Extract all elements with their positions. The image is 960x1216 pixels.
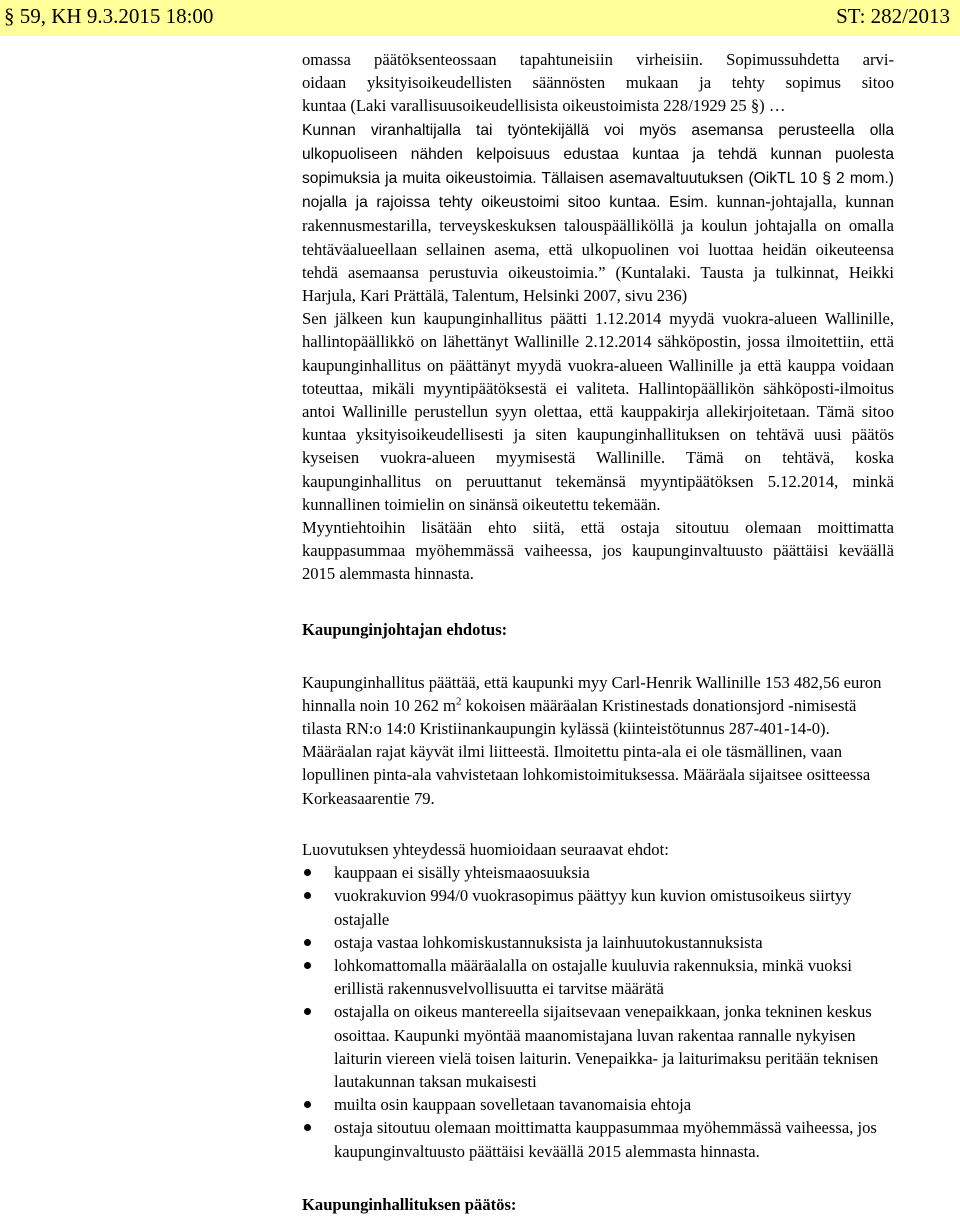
document-body [302,48,894,1216]
proposal-text-b: kokoisen määräalan Kristinestads donationsjord -nimisestä tilasta RN:o 14:0 Kristiinankaupungin kylässä (kiinteistötunnus 287-401-14-0). Määräalan rajat käyvät ilmi liitteestä. Ilmoitettu pinta-ala ei ole täsmällinen, vaan lopullinen pinta-ala vahvistetaan lohkomistoimituksessa. Määräala sijaitsee ositteessa Korkeasaarentie 79. [302,695,871,808]
bullet-icon [304,892,311,899]
condition-paragraph: Myyntiehtoihin lisätään ehto siitä, että ostaja sitoutuu olemaan moittimatta kauppasummaa myöhemmässä vaiheessa, jos kaupunginvaltuusto päättäisi keväällä 2015 alemmasta hinnasta. [302,518,894,584]
body-line-3: kuntaa (Laki varallisuusoikeudellisista oikeustoimista 228/1929 25 §) … [302,96,786,116]
bullet-icon [304,1101,311,1108]
quoted-serif-text: kunnan-johtajalla, kunnan rakennusmestarilla, terveyskeskuksen talouspäälliköllä ja koulun johtajalla on omalla tehtäväalueellaan sellainen asema, että ulkopuolinen voi luottaa heidän oikeuteensa tehdä asemaansa perustuvia oikeustoimia.” (Kuntalaki. Tausta ja tulkinnat, Heikki Harjula, Kari Prättälä, Talentum, Helsinki 2007, sivu 236) [302,192,894,306]
email-paragraph: Sen jälkeen kun kaupunginhallitus päätti 1.12.2014 myydä vuokra-alueen Wallinille, hallintopäällikkö on lähettänyt Wallinille 2.12.2014 sähköpostin, jossa ilmoitettiin, että kaupunginhallitus on päättänyt myydä vuokra-alueen Wallinille ja että kauppa voidaan toteuttaa, mikäli myyntipäätöksestä ei valiteta. Hallintopäällikön sähköposti-ilmoitus antoi Wallinille perustellun syyn olettaa, että kauppakirja allekirjoitetaan. Tämä sitoo kuntaa yksityisoikeudellisesti ja siten kaupunginhallituksen on tehtävä uusi päätös kyseisen vuokra-alueen myymisestä Wallinille. Tämä on tehtävä, koska kaupunginhallitus on peruuttanut tekemänsä myyntipäätöksen 5.12.2014, minkä kunnallinen toimielin on sinänsä oikeutettu tekemään. [302,309,894,514]
bullet-icon [304,869,311,876]
case-number-label: ST: 282/2013 [836,4,950,28]
proposal-paragraph [302,671,894,810]
body-line-1: omassa päätöksenteossaan tapahtuneisiin virheisiin. Sopimussuhdetta arvi- [302,50,894,69]
list-item: ostaja vastaa lohkomiskustannuksista ja lainhuutokustannuksista [302,931,894,954]
list-item: muilta osin kauppaan sovelletaan tavanomaisia ehtoja [302,1093,894,1116]
list-item: ostajalla on oikeus mantereella sijaitsevaan venepaikkaan, jonka tekninen keskus osoittaa. Kaupunki myöntää maanomistajana luvan rakentaa rannalle nykyisen laiturin viereen vielä toisen laiturin. Venepaikka- ja laiturimaksu peritään teknisen lautakunnan taksan mukaisesti [302,1000,894,1093]
quoted-paragraph [302,118,894,308]
conditions-list [302,861,894,1163]
proposal-text-a: Kaupunginhallitus päättää, että kaupunki myy Carl-Henrik Wallinille 153 482,56 euron hinnalla noin 10 262 m [302,672,882,715]
body-line-2: oidaan yksityisoikeudellisten säännösten mukaan ja tehty sopimus sitoo [302,73,894,93]
bullet-icon [304,962,311,969]
bullet-icon [304,939,311,946]
board-decision-heading: Kaupunginhallituksen päätös: [302,1194,517,1214]
bullet-icon [304,1008,311,1015]
list-item: ostaja sitoutuu olemaan moittimatta kauppasummaa myöhemmässä vaiheessa, jos kaupunginvaltuusto päättäisi keväällä 2015 alemmasta hinnasta. [302,1116,894,1162]
list-item: vuokrakuvion 994/0 vuokrasopimus päättyy kun kuvion omistusoikeus siirtyy ostajalle [302,884,894,930]
area-superscript: 2 [455,695,462,708]
quoted-sans-text: Kunnan viranhaltijalla tai työntekijällä voi myös asemansa perusteella olla ulkopuoliseen nähden kelpoisuus edustaa kuntaa ja tehdä kunnan puolesta sopimuksia ja muita oikeustoimia. Tällaisen asemavaltuutuksen (OikTL 10 § 2 mom.) nojalla ja rajoissa tehty oikeustoimi sitoo kuntaa. Esim. [302,121,894,212]
list-item: kauppaan ei sisälly yhteismaaosuuksia [302,861,894,884]
bullet-icon [304,1124,311,1131]
document-header [0,0,960,36]
section-and-meeting-label: § 59, KH 9.3.2015 18:00 [4,4,214,28]
conditions-intro: Luovutuksen yhteydessä huomioidaan seuraavat ehdot: [302,839,669,859]
mayor-proposal-heading: Kaupunginjohtajan ehdotus: [302,619,508,639]
list-item: lohkomattomalla määräalalla on ostajalle kuuluvia rakennuksia, minkä vuoksi erillistä rakennusvelvollisuutta ei tarvitse määrätä [302,954,894,1000]
